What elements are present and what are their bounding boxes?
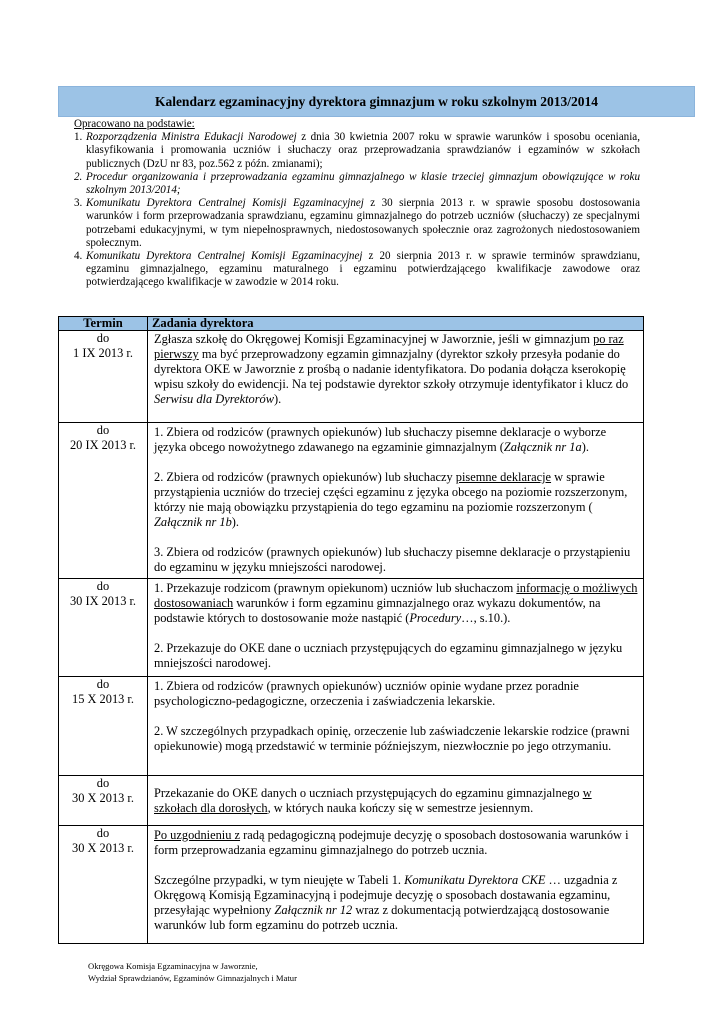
footer (88, 960, 297, 984)
page-title-band (58, 86, 695, 117)
source-item: 3. Komunikatu Dyrektora Centralnej Komisji Egzaminacyjnej z 30 sierpnia 2013 r. w sprawie sposobu dostosowania warunków i form przeprowadzania sprawdzianu, egzaminu gimnazjalnego do potrzeb uczniów (słuchaczy) ze specjalnymi potrzebami edukacyjnymi, w tym niepełnosprawnych, niedostosowanych społecznie oraz zagrożonych niedostosowaniem społecznym. (74, 197, 640, 249)
term-cell: do 30 X 2013 r. (59, 826, 148, 944)
term-cell: do 1 IX 2013 r. (59, 331, 148, 423)
table-row (59, 579, 644, 677)
term-cell: do 20 IX 2013 r. (59, 423, 148, 579)
sources-heading: Opracowano na podstawie: (74, 118, 195, 130)
task-cell: Przekazanie do OKE danych o uczniach przystępujących do egzaminu gimnazjalnego w szkołach dla dorosłych, w których nauka kończy się w semestrze jesiennym. (148, 776, 644, 826)
task-cell: Zgłasza szkołę do Okręgowej Komisji Egzaminacyjnej w Jaworznie, jeśli w gimnazjum po raz pierwszy ma być przeprowadzony egzamin gimnazjalny (dyrektor szkoły przesyła podanie do dyrektora OKE w Jaworznie z prośbą o nadanie identyfikatora. Do podania dołącza kserokopię wpisu szkoły do ewidencji. Na tej podstawie dyrektor szkoły otrzymuje identyfikator i klucz do Serwisu dla Dyrektorów). (148, 331, 644, 423)
term-cell: do 30 IX 2013 r. (59, 579, 148, 677)
table-row (59, 677, 644, 776)
footer-line-1: Okręgowa Komisja Egzaminacyjna w Jaworznie, (88, 961, 258, 971)
sources-section (74, 118, 640, 290)
table-row (59, 331, 644, 423)
term-cell: do 15 X 2013 r. (59, 677, 148, 776)
source-item: 2. Procedur organizowania i przeprowadzania egzaminu gimnazjalnego w klasie trzeciej gimnazjum obowiązujące w roku szkolnym 2013/2014; (74, 170, 640, 197)
page-title: Kalendarz egzaminacyjny dyrektora gimnazjum w roku szkolnym 2013/2014 (154, 93, 599, 109)
source-item: 4. Komunikatu Dyrektora Centralnej Komisji Egzaminacyjnej z 20 sierpnia 2013 r. w sprawie terminów sprawdzianu, egzaminu gimnazjalnego, egzaminu maturalnego i egzaminu potwierdzającego kwalifikacje zawodowe oraz potwierdzającego kwalifikacje w zawodzie w 2014 roku. (74, 250, 640, 289)
table-row (59, 776, 644, 826)
term-cell: do 30 X 2013 r. (59, 776, 148, 826)
task-cell: 1. Zbiera od rodziców (prawnych opiekunów) uczniów opinie wydane przez poradnie psychologiczno-pedagogiczne, orzeczenia i zaświadczenia lekarskie. 2. W szczególnych przypadkach opinię, orzeczenie lub zaświadczenie lekarskie rodzice (prawni opiekunowie) mogą przedstawić w terminie późniejszym, niezwłocznie po jego otrzymaniu. (148, 677, 644, 776)
task-cell: Po uzgodnieniu z radą pedagogiczną podejmuje decyzję o sposobach dostosowania warunków i form przeprowadzania egzaminu gimnazjalnego do potrzeb ucznia. Szczególne przypadki, w tym nieujęte w Tabeli 1. Komunikatu Dyrektora CKE … uzgadnia z Okręgową Komisją Egzaminacyjną i podejmuje decyzję o sposobach dostawania egzaminu, przesyłając wypełniony Załącznik nr 12 wraz z dokumentacją potwierdzającą dostosowanie warunków lub form egzaminu do potrzeb ucznia. (148, 826, 644, 944)
task-cell: 1. Zbiera od rodziców (prawnych opiekunów) lub słuchaczy pisemne deklaracje o wyborze języka obcego nowożytnego zdawanego na egzaminie gimnazjalnym (Załącznik nr 1a). 2. Zbiera od rodziców (prawnych opiekunów) lub słuchaczy pisemne deklaracje w sprawie przystąpienia uczniów do trzeciej części egzaminu z języka obcego na poziomie rozszerzonym, którzy nie mają obowiązku przystąpienia do tego egzaminu na poziomie rozszerzonym ( Załącznik nr 1b). 3. Zbiera od rodziców (prawnych opiekunów) lub słuchaczy pisemne deklaracje o przystąpieniu do egzaminu w języku mniejszości narodowej. (148, 423, 644, 579)
column-header-tasks: Zadania dyrektora (148, 317, 644, 331)
table-row (59, 826, 644, 944)
footer-line-2: Wydział Sprawdzianów, Egzaminów Gimnazjalnych i Matur (88, 973, 297, 983)
column-header-term: Termin (59, 317, 148, 331)
table-row (59, 423, 644, 579)
task-cell: 1. Przekazuje rodzicom (prawnym opiekunom) uczniów lub słuchaczom informację o możliwych dostosowaniach warunków i form egzaminu gimnazjalnego oraz wykazu dokumentów, na podstawie których to dostosowanie może nastąpić (Procedury…, s.10.). 2. Przekazuje do OKE dane o uczniach przystępujących do egzaminu gimnazjalnego w języku mniejszości narodowej. (148, 579, 644, 677)
source-item: 1. Rozporządzenia Ministra Edukacji Narodowej z dnia 30 kwietnia 2007 roku w sprawie warunków i sposobu oceniania, klasyfikowania i promowania uczniów i słuchaczy oraz przeprowadzania sprawdzianów i egzaminów w szkołach publicznych (DzU nr 83, poz.562 z późn. zmianami); (74, 131, 641, 170)
exam-calendar-table (58, 316, 644, 944)
